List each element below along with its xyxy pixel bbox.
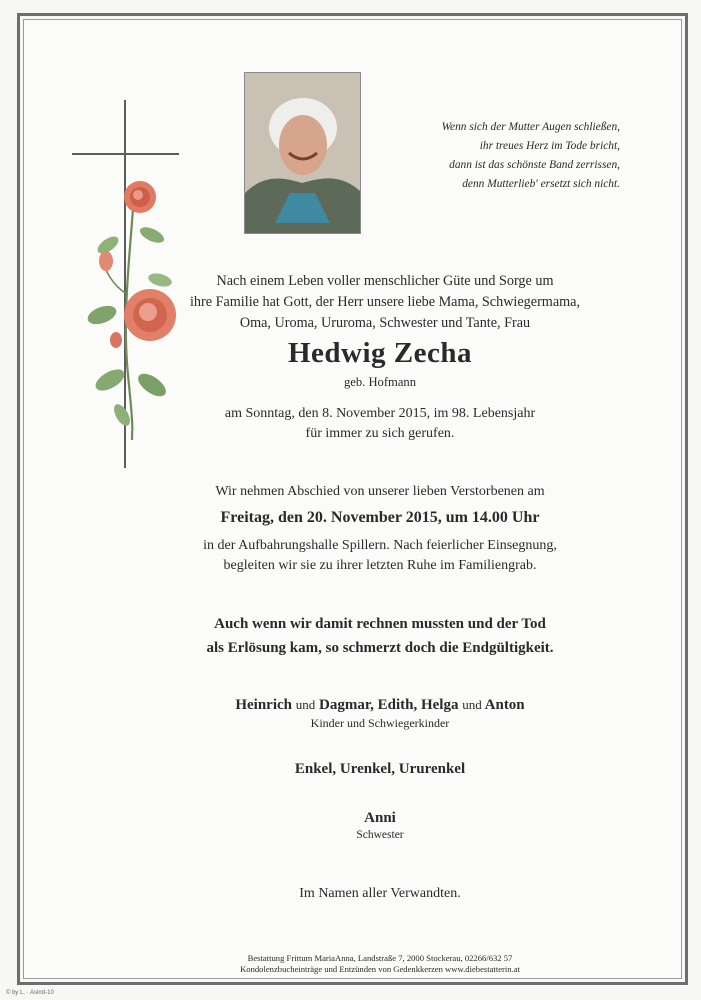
intro-line: Oma, Uroma, Ururoma, Schwester und Tante, Frau (239, 315, 531, 331)
child-name: Heinrich (235, 697, 292, 713)
poem-line: Wenn sich der Mutter Augen schließen, (441, 121, 620, 133)
closing-line: Auch wenn wir damit rechnen mussten und der Tod (214, 616, 546, 632)
closing-quote (170, 612, 590, 660)
poem-line: dann ist das schönste Band zerrissen, (449, 159, 620, 171)
death-line: für immer zu sich gerufen. (305, 426, 455, 441)
footer-line: Kondolenzbucheinträge und Entzünden von Gedenkkerzen www.diebestatterin.at (240, 964, 520, 974)
child-names: Dagmar, Edith, Helga (319, 697, 459, 713)
credit: © by L. · Asind-10 (6, 990, 54, 996)
poem-line: ihr treues Herz im Tode bricht, (479, 140, 620, 152)
closing-line: als Erlösung kam, so schmerzt doch die Endgültigkeit. (206, 640, 554, 656)
footer-line: Bestattung Frittum MariaAnna, Landstraße 7, 2000 Stockerau, 02266/632 57 (247, 953, 513, 963)
sibling-role: Schwester (356, 829, 404, 841)
funeral-date: Freitag, den 20. November 2015, um 14.00 Uhr (220, 509, 540, 526)
relatives-line: Im Namen aller Verwandten. (299, 886, 461, 901)
child-name: Anton (484, 697, 525, 713)
farewell-text: Wir nehmen Abschied von unserer lieben Verstorbenen am (215, 484, 545, 499)
intro-line: ihre Familie hat Gott, der Herr unsere liebe Mama, Schwiegermama, (189, 294, 581, 310)
location-line: in der Aufbahrungshalle Spillern. Nach feierlicher Einsegnung, (203, 538, 557, 553)
birth-name: geb. Hofmann (343, 375, 417, 389)
children-names (200, 697, 560, 714)
death-notice (220, 404, 540, 444)
conjunction: und (462, 697, 482, 712)
intro-text (170, 271, 600, 334)
deceased-name: Hedwig Zecha (287, 337, 473, 369)
sibling-name: Anni (364, 810, 396, 826)
death-line: am Sonntag, den 8. November 2015, im 98. Lebensjahr (224, 406, 536, 421)
conjunction: und (295, 697, 316, 712)
cross-horizontal (72, 153, 179, 155)
children-subtitle: Kinder und Schwiegerkinder (310, 716, 450, 730)
intro-line: Nach einem Leben voller menschlicher Güte und Sorge um (216, 273, 554, 289)
grandchildren: Enkel, Urenkel, Ururenkel (294, 761, 466, 777)
funeral-location (190, 536, 570, 576)
location-line: begleiten wir sie zu ihrer letzten Ruhe im Familiengrab. (223, 558, 537, 573)
poem-line: denn Mutterlieb' ersetzt sich nicht. (462, 178, 620, 190)
portrait-photo (244, 72, 361, 234)
poem-quote (366, 118, 620, 194)
footer (200, 953, 560, 975)
